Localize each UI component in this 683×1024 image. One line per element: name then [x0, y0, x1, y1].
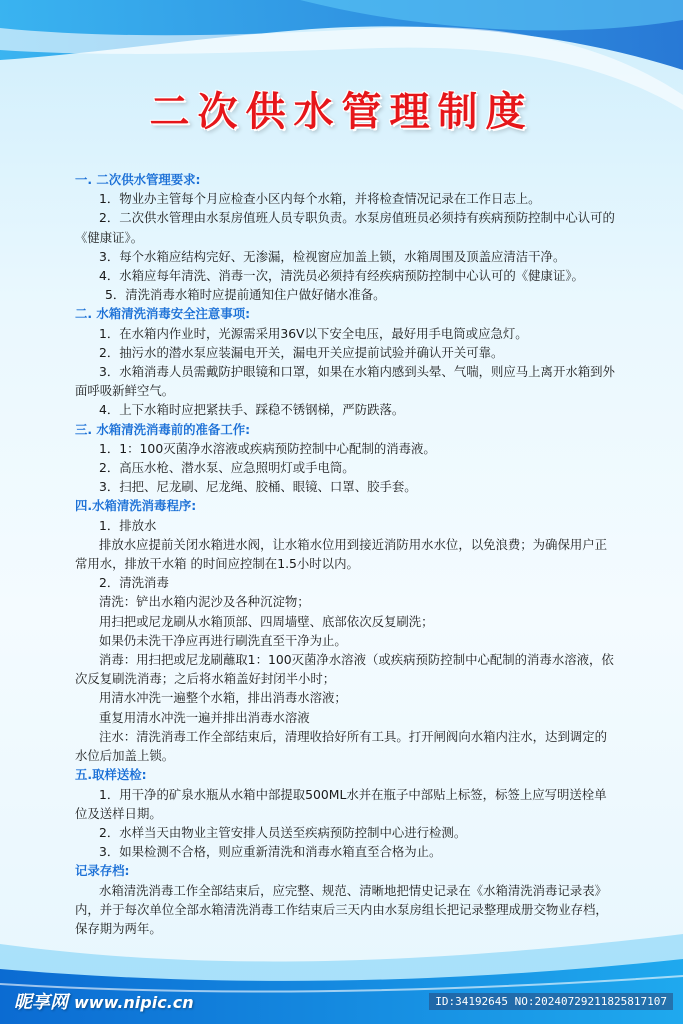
- paragraph: 3．扫把、尼龙刷、尼龙绳、胶桶、眼镜、口罩、胶手套。: [99, 479, 417, 495]
- paragraph: 2．水样当天由物业主管安排人员送至疾病预防控制中心进行检测。: [99, 824, 467, 840]
- paragraph: 3．水箱消毒人员需戴防护眼镜和口罩，如果在水箱内感到头晕、气喘，则应马上离开水箱到外面呼吸新鲜空气。: [75, 364, 615, 399]
- paragraph: 2．二次供水管理由水泵房值班人员专职负责。水泵房值班员必须持有疾病预防控制中心认可的《健康证》。: [75, 210, 615, 245]
- paragraph: 注水：清洗消毒工作全部结束后，清理收拾好所有工具。打开闸阀向水箱内注水，达到调定的水位后加盖上锁。: [75, 728, 608, 764]
- paragraph: 4．水箱应每年清洗、消毒一次，清洗员必须持有经疾病预防控制中心认可的《健康证》。: [99, 268, 584, 284]
- paragraph: 水箱清洗消毒工作全部结束后，应完整、规范、清晰地把情史记录在《水箱清洗消毒记录表》内，并于每次单位全部水箱清洗消毒工作结束后三天内由水泵房组长把记录整理成册交物业存档，保存期为两年。: [75, 882, 608, 936]
- paragraph: 排放水应提前关闭水箱进水阀，让水箱水位用到接近消防用水水位，以免浪费；为确保用户正常用水，排放干水箱 的时间应控制在1.5小时以内。: [75, 536, 608, 572]
- paragraph: 消毒：用扫把或尼龙刷蘸取1：100灭菌净水溶液（或疾病预防控制中心配制的消毒水溶液，依次反复刷洗消毒；之后将水箱盖好封闭半小时；: [75, 652, 614, 687]
- paragraph: 2．清洗消毒: [99, 575, 169, 591]
- section-heading: 一. 二次供水管理要求:: [75, 172, 201, 187]
- paragraph: 重复用清水冲洗一遍并排出消毒水溶液: [99, 709, 310, 725]
- page-title: 二次供水管理制度: [149, 89, 534, 135]
- watermark-id: ID:34192645 NO:20240729211825817107: [429, 993, 673, 1010]
- section-heading: 记录存档:: [75, 863, 130, 879]
- paragraph: 用清水冲洗一遍整个水箱，排出消毒水溶液；: [99, 690, 347, 706]
- paragraph: 如果仍未洗干净应再进行刷洗直至干净为止。: [99, 632, 347, 648]
- section-heading: 五.取样送检:: [75, 767, 147, 783]
- document-body: [75, 170, 615, 938]
- section-5: [75, 765, 615, 861]
- paragraph: 1．1：100灭菌净水溶液或疾病预防控制中心配制的消毒液。: [99, 440, 436, 456]
- paragraph: 5．清洗消毒水箱时应提前通知住户做好储水准备。: [105, 287, 386, 303]
- watermark-url: www.nipic.cn: [74, 993, 194, 1012]
- paragraph: 1．用干净的矿泉水瓶从水箱中部提取500ML水并在瓶子中部贴上标签，标签上应写明送栓单位及送样日期。: [75, 786, 607, 821]
- paragraph: 1．排放水: [99, 517, 157, 533]
- section-heading: 二. 水箱清洗消毒安全注意事项:: [75, 306, 251, 322]
- section-3: [75, 420, 615, 497]
- paragraph: 用扫把或尼龙刷从水箱顶部、四周墙壁、底部依次反复刷洗；: [99, 613, 434, 629]
- section-1: [75, 170, 615, 304]
- paragraph: 3．如果检测不合格，则应重新清洗和消毒水箱直至合格为止。: [99, 844, 442, 860]
- watermark-brand: [14, 988, 194, 1014]
- section-4: [75, 496, 615, 765]
- paragraph: 3．每个水箱应结构完好、无渗漏，检视窗应加盖上锁，水箱周围及顶盖应清洁干净。: [99, 248, 566, 264]
- paragraph: 4．上下水箱时应把紧扶手、踩稳不锈钢梯，严防跌落。: [99, 402, 405, 418]
- paragraph: 清洗：铲出水箱内泥沙及各种沉淀物；: [99, 594, 310, 610]
- section-heading: 三. 水箱清洗消毒前的准备工作:: [75, 421, 251, 437]
- paragraph: 1．在水箱内作业时，光源需采用36V以下安全电压，最好用手电筒或应急灯。: [99, 325, 528, 341]
- paragraph: 2．高压水枪、潜水泵、应急照明灯或手电筒。: [99, 460, 355, 476]
- watermark-brand-name: 昵享网: [14, 992, 68, 1013]
- paragraph: 1．物业办主管每个月应检查小区内每个水箱，并将检查情况记录在工作日志上。: [99, 191, 541, 207]
- paragraph: 2．抽污水的潜水泵应装漏电开关，漏电开关应提前试验并确认开关可靠。: [99, 344, 504, 360]
- section-heading: 四.水箱清洗消毒程序:: [75, 498, 197, 514]
- section-2: [75, 304, 615, 419]
